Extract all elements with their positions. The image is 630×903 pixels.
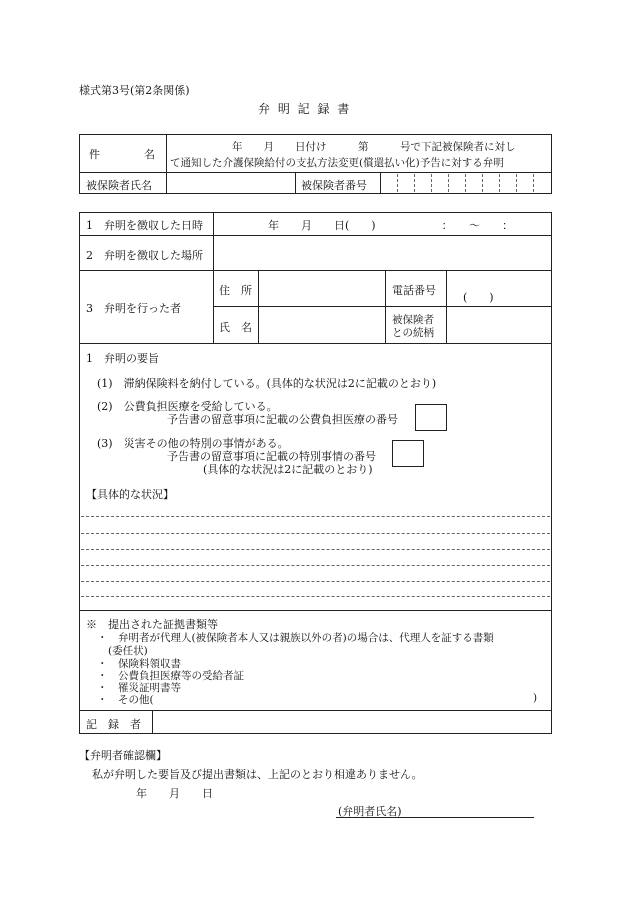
- relation-field[interactable]: [449, 309, 550, 341]
- subject-text-line1: 年 月 日付け 第 号で下記被保険者に対し: [232, 141, 516, 153]
- documents-item5-close: ): [533, 692, 538, 704]
- name-field[interactable]: [261, 309, 383, 341]
- gist-item3-line3: (具体的な状況は2に記載のとおり): [203, 463, 373, 476]
- relation-label-1: 被保険者: [392, 314, 434, 326]
- gist-item3-line1: (3) 災害その他の特別の事情がある。: [97, 437, 289, 450]
- confirmation-date[interactable]: 年 月 日: [136, 787, 213, 800]
- recorder-label: 記 録 者: [86, 718, 141, 731]
- row2-value[interactable]: [216, 238, 550, 268]
- subject-text-line2: て通知した介護保険給付の支払方法変更(償還払い化)予告に対する弁明: [170, 157, 504, 169]
- special-circumstance-number-box[interactable]: [392, 440, 424, 467]
- confirmation-heading: 【弁明者確認欄】: [79, 749, 167, 762]
- insured-number-label: 被保険者番号: [301, 179, 367, 192]
- form-number: 様式第3号(第2条関係): [79, 84, 190, 97]
- recorder-field[interactable]: [155, 712, 550, 732]
- documents-item4: ・ 罹災証明書等: [97, 682, 181, 694]
- details-heading: 【具体的な状況】: [86, 488, 174, 501]
- row3-label: 3 弁明を行った者: [86, 302, 181, 315]
- address-label: 住 所: [219, 284, 252, 297]
- documents-heading: ※ 提出された証拠書類等: [86, 618, 218, 631]
- row1-label: 1 弁明を徴収した日時: [86, 219, 203, 232]
- documents-item2: ・ 保険料領収書: [97, 658, 181, 670]
- documents-item1-line2: (委任状): [108, 645, 148, 657]
- insured-name-label: 被保険者氏名: [86, 179, 152, 192]
- phone-value[interactable]: ( ): [463, 291, 494, 304]
- confirmation-statement: 私が弁明した要旨及び提出書類は、上記のとおり相違ありません。: [92, 768, 423, 781]
- gist-item3-line2: 予告書の留意事項に記載の特別事情の番号: [167, 450, 376, 463]
- gist-item2-line2: 予告書の留意事項に記載の公費負担医療の番号: [167, 413, 398, 426]
- documents-item3: ・ 公費負担医療等の受給者証: [97, 670, 244, 682]
- row1-value[interactable]: 年 月 日( ) ： 〜 ：: [268, 219, 514, 232]
- documents-item5: ・ その他(: [97, 694, 154, 706]
- public-medical-number-box[interactable]: [415, 404, 447, 431]
- page-title: 弁 明 記 録 書: [258, 102, 352, 116]
- gist-item2-line1: (2) 公費負担医療を受給している。: [97, 400, 278, 413]
- row2-label: 2 弁明を徴収した場所: [86, 249, 203, 262]
- relation-label-2: との続柄: [392, 327, 434, 339]
- signer-label: (弁明者氏名): [338, 805, 402, 818]
- name-label: 氏 名: [219, 321, 252, 334]
- insured-name-field[interactable]: [168, 174, 293, 192]
- gist-item1: (1) 滞納保険料を納付している。(具体的な状況は2に記載のとおり): [97, 377, 437, 390]
- signature-line[interactable]: [336, 817, 534, 818]
- phone-label: 電話番号: [392, 284, 436, 297]
- address-field[interactable]: [261, 273, 383, 303]
- details-field[interactable]: [81, 503, 550, 607]
- gist-heading: 1 弁明の要旨: [86, 352, 159, 365]
- documents-item1-line1: ・ 弁明者が代理人(被保険者本人又は親族以外の者)の場合は、代理人を証する書類: [97, 632, 494, 644]
- insured-number-field[interactable]: [382, 174, 550, 192]
- subject-label: 件 名: [89, 148, 155, 161]
